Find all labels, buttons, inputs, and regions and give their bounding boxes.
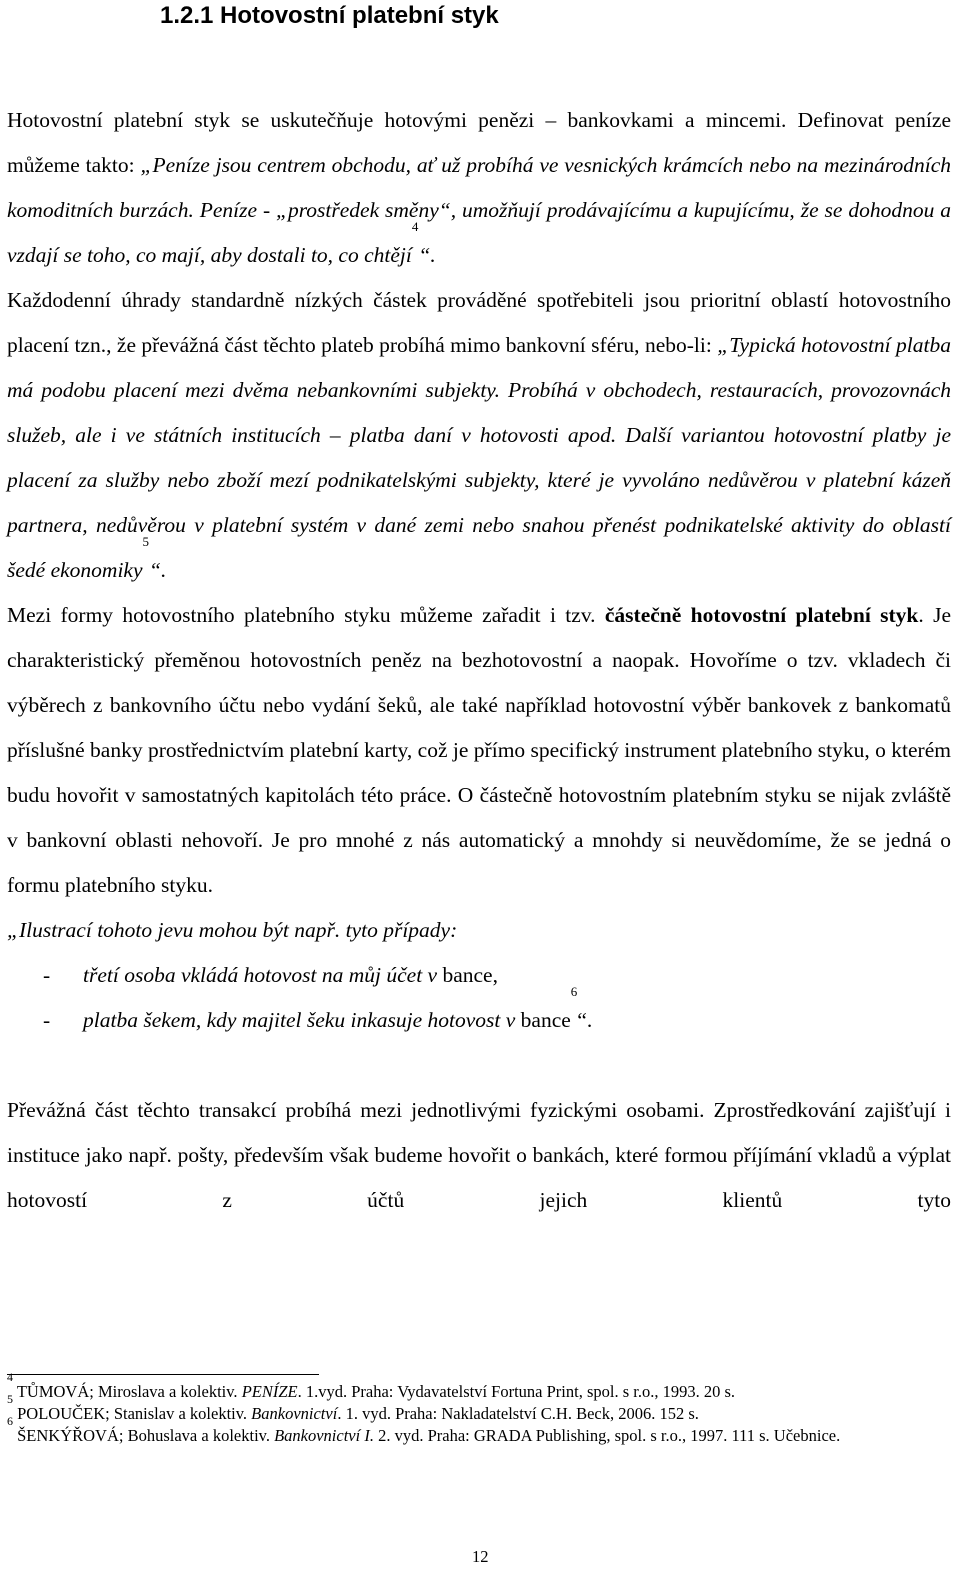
- paragraph-text: Mezi formy hotovostního platebního styku můžeme zařadit i tzv.: [7, 603, 605, 627]
- footnote: [7, 1392, 951, 1425]
- footnote: [7, 1370, 951, 1403]
- list-item-text: bance,: [442, 963, 498, 987]
- list-item: [7, 953, 951, 998]
- paragraph-text: Každodenní úhrady standardně nízkých částek prováděné spotřebiteli jsou prioritní oblastí hotovostního placení tzn., že převážná část těchto plateb probíhá mimo bankovní sféru, nebo-li:: [7, 288, 951, 357]
- paragraph-text: . Je charakteristický přeměnou hotovostních peněz na bezhotovostní a naopak. Hovoříme o tzv. vkladech či výběrech z bankovního účtu nebo vydání šeků, ale také například hotovostní výběr bankovek z bankomatů příslušné banky prostřednictvím platební karty, což je přímo specifický instrument platebního styku, o kterém budu hovořit v samostatných kapitolách této práce. O částečně hotovostním platebním styku se nijak zvláště v bankovní oblasti nehovoří. Je pro mnohé z nás automatický a mnohdy si neuvědomíme, že se jedná o formu platebního styku.: [7, 603, 951, 897]
- footnote-author: POLOUČEK; Stanislav a kolektiv.: [17, 1404, 252, 1423]
- paragraph-1: [7, 98, 951, 278]
- paragraph-4: Převážná část těchto transakcí probíhá mezi jednotlivými fyzickými osobami. Zprostředkování zajišťují i instituce jako např. pošty, především však budeme hovořit o bankách, které formou příjímání vkladů a výplat hotovostí z účtů jejich klientů tyto: [7, 1098, 951, 1212]
- footnote-number: 6: [7, 1414, 13, 1428]
- quote-text: „Peníze jsou centrem obchodu, ať už probíhá ve vesnických krámcích nebo na mezinárodních komoditních burzách. Peníze - „prostředek směny“, umožňují prodávajícímu a kupujícímu, že se dohodnou a vzdají se toho, co mají, aby dostali to, co chtějí: [7, 153, 951, 267]
- footnote-details: . 1.vyd. Praha: Vydavatelství Fortuna Print, spol. s r.o., 1993. 20 s.: [297, 1382, 736, 1401]
- example-list: [7, 953, 951, 1043]
- footnote-ref: 6: [570, 984, 578, 999]
- footnote-author: TŮMOVÁ; Miroslava a kolektiv.: [16, 1382, 242, 1401]
- footnote-details: . 1. vyd. Praha: Nakladatelství C.H. Beck, 2006. 152 s.: [337, 1404, 699, 1423]
- footnote-title: Bankovnictví: [251, 1404, 338, 1423]
- list-item: [7, 984, 951, 1043]
- footnote-divider: [7, 1374, 319, 1375]
- footnote-number: 4: [7, 1370, 13, 1384]
- page-number: 12: [472, 1547, 489, 1566]
- paragraph-text: Hotovostní platební styk se uskutečňuje hotovými penězi – bankovkami a mincemi. Definovat peníze můžeme takto:: [7, 108, 951, 177]
- body-text: [7, 98, 951, 1268]
- footnote-details: 2. vyd. Praha: GRADA Publishing, spol. s r.o., 1997. 111 s. Učebnice.: [373, 1426, 841, 1445]
- footnotes: [7, 1370, 951, 1447]
- footnote-title: Bankovnictví I.: [274, 1426, 374, 1445]
- footnote-author: ŠENKÝŘOVÁ; Bohuslava a kolektiv.: [17, 1426, 275, 1445]
- quote-intro-text: „Ilustrací tohoto jevu mohou být např. tyto případy:: [7, 918, 458, 942]
- quote-intro: [7, 908, 951, 953]
- dash-bullet: -: [43, 963, 51, 987]
- quote-end: “.: [418, 243, 436, 267]
- quote-text: „Typická hotovostní platba má podobu placení mezi dvěma nebankovními subjekty. Probíhá v obchodech, restauracích, provozovnách služeb, ale i ve státních institucích – platba daní v hotovosti apod. Další variantou hotovostní platby je placení za služby nebo zboží mezí podnikatelskými subjekty, které je vyvoláno nedůvěrou v platební kázeň partnera, nedůvěrou v platební systém v dané zemi nebo snahou přenést podnikatelské aktivity do oblastí šedé ekonomiky: [7, 333, 951, 582]
- footnote-title: PENÍZE: [241, 1382, 298, 1401]
- spacer: [7, 1043, 951, 1088]
- dash-bullet: -: [43, 1008, 51, 1032]
- quote-end: “.: [577, 1008, 593, 1032]
- list-item-italic: třetí osoba vkládá hotovost na můj účet v: [83, 963, 443, 987]
- paragraph-2: [7, 278, 951, 593]
- paragraph-3: [7, 593, 951, 908]
- section-heading: 1.2.1 Hotovostní platební styk: [160, 2, 499, 29]
- quote-end: “.: [149, 558, 167, 582]
- list-item-text: bance: [520, 1008, 571, 1032]
- footnote-ref: 5: [142, 534, 149, 549]
- footnote-ref: 4: [411, 219, 419, 234]
- list-item-italic: platba šekem, kdy majitel šeku inkasuje hotovost v: [83, 1008, 521, 1032]
- footnote-number: 5: [7, 1392, 13, 1406]
- bold-term: částečně hotovostní platební styk: [604, 603, 919, 627]
- footnote: [7, 1414, 951, 1447]
